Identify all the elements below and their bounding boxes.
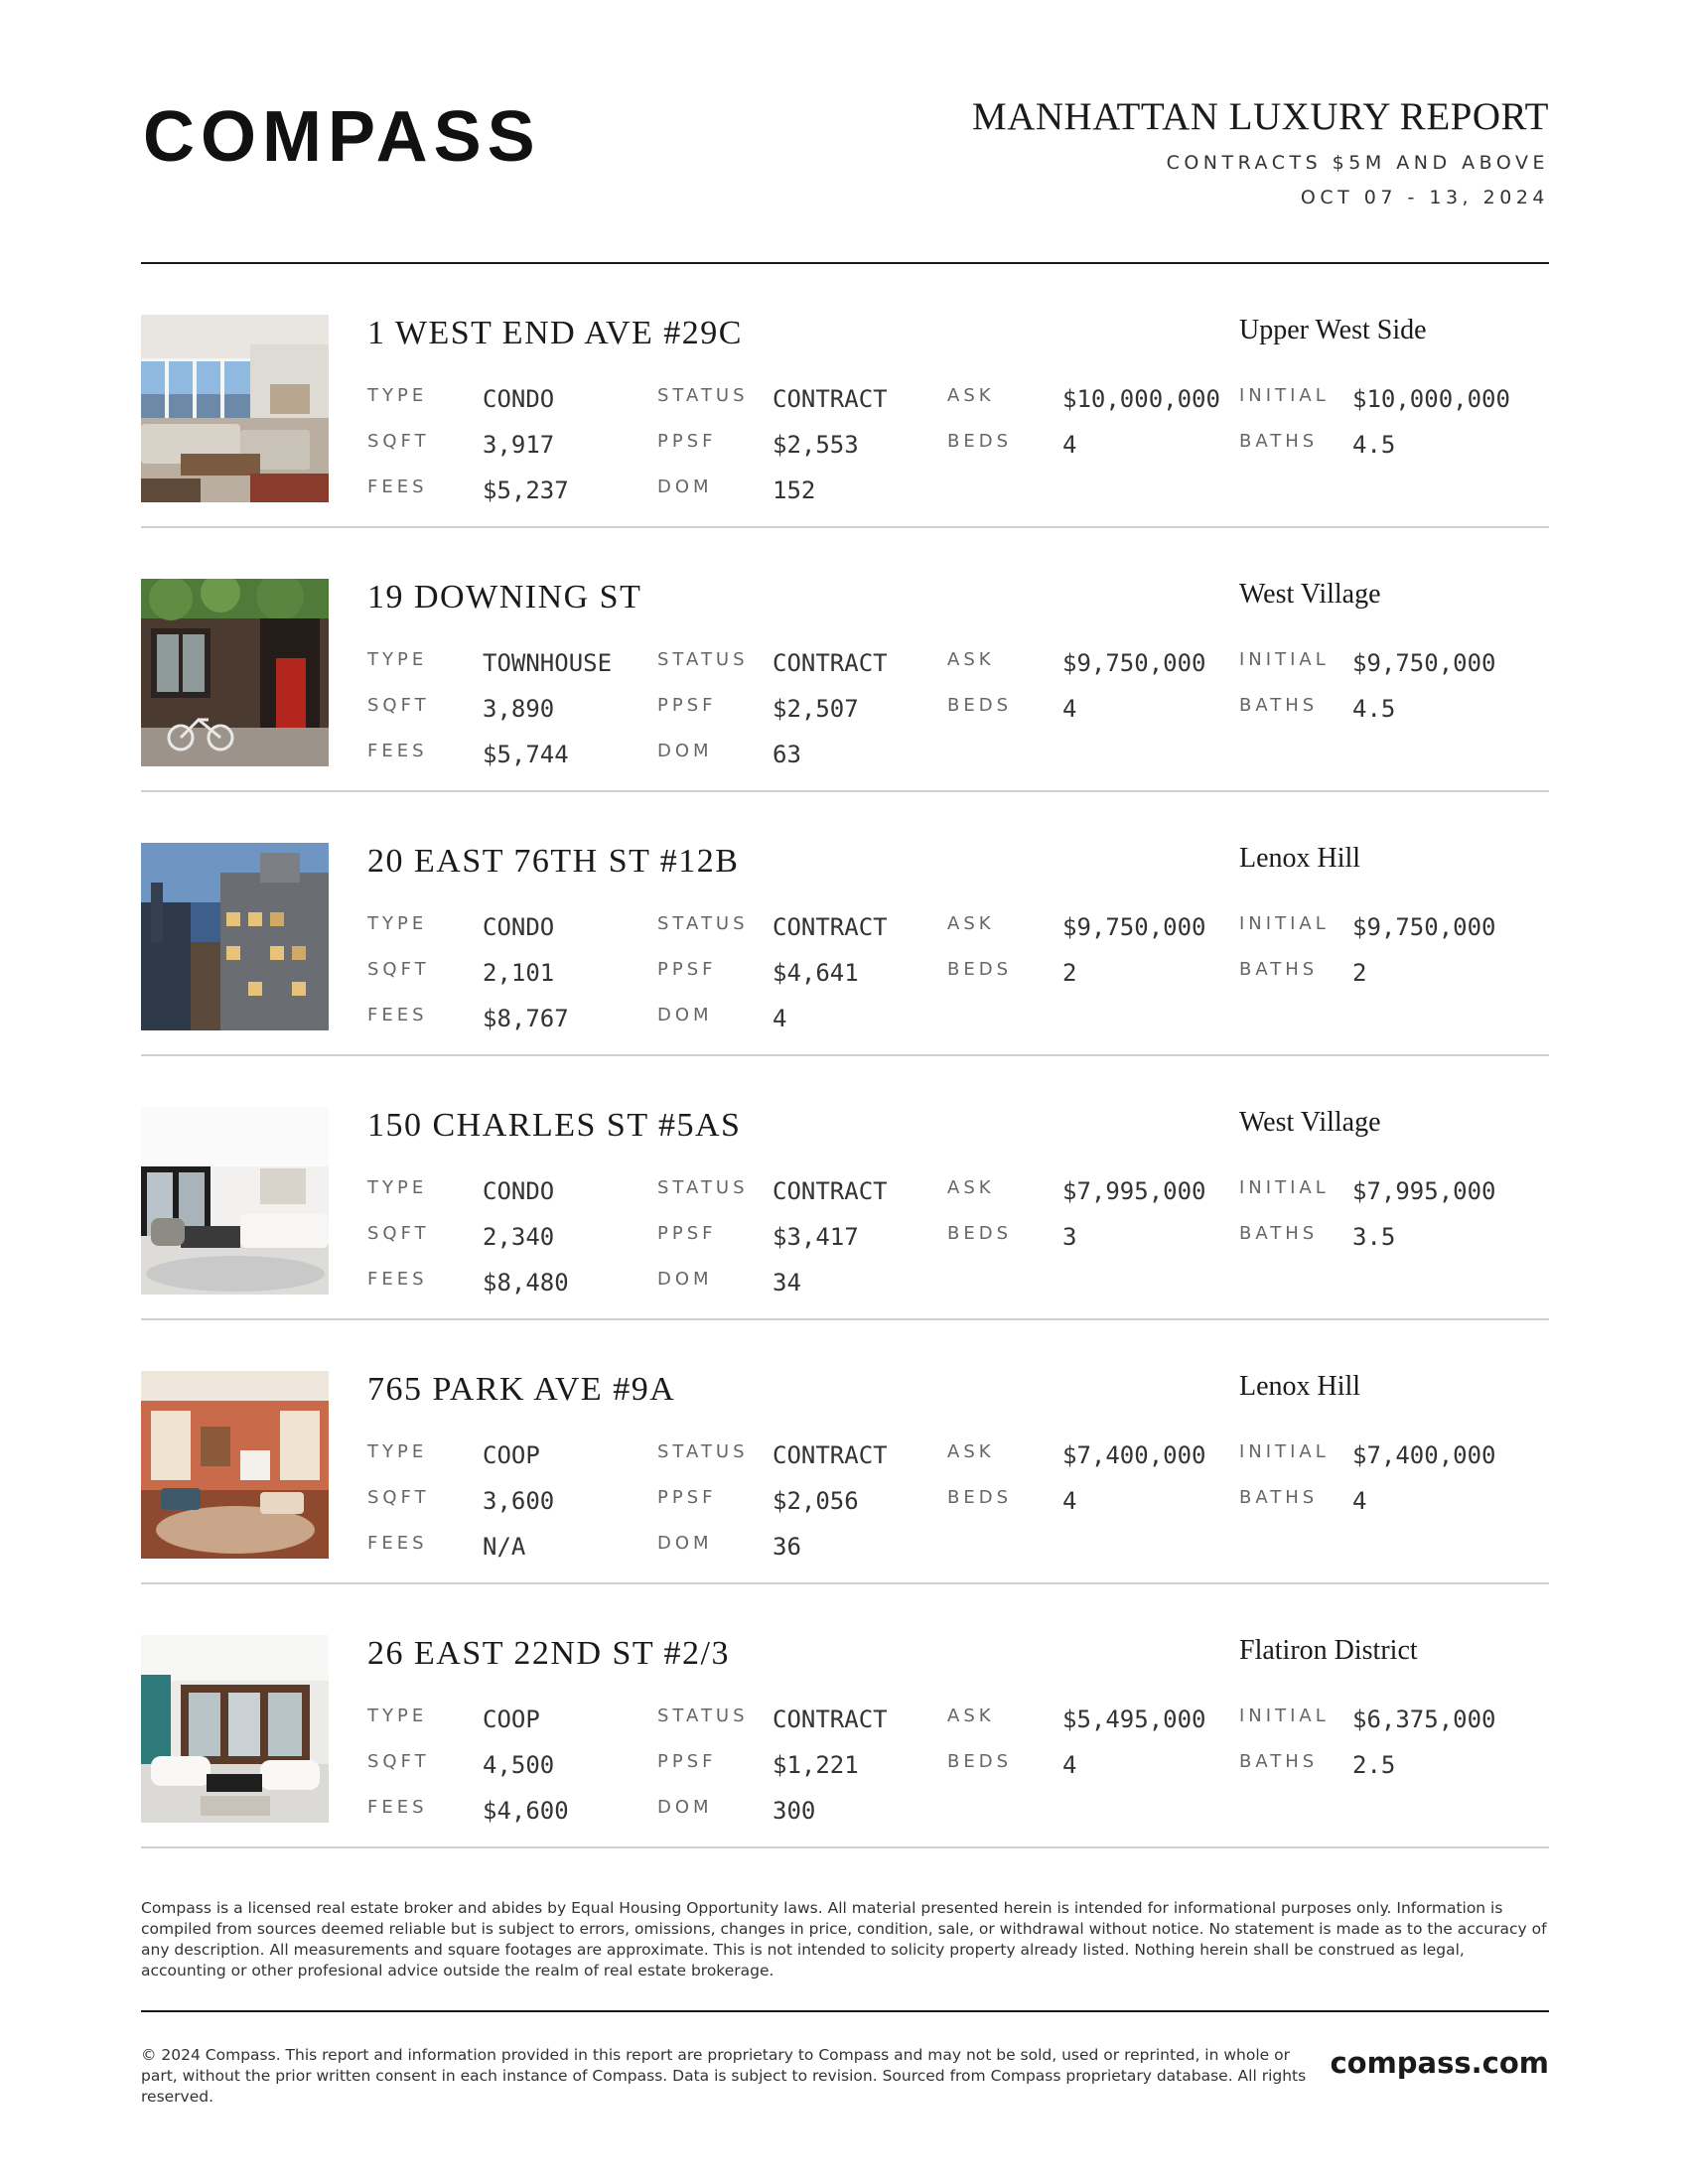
type-value: CONDO: [483, 913, 555, 941]
status-label: STATUS: [657, 913, 749, 934]
type-label: TYPE: [367, 1706, 428, 1726]
status-value: CONTRACT: [773, 385, 888, 413]
initial-label: INITIAL: [1239, 385, 1330, 406]
beds-value: 4: [1062, 1751, 1077, 1779]
dom-value: 152: [773, 477, 816, 504]
initial-value: $10,000,000: [1352, 385, 1510, 413]
baths-label: BATHS: [1239, 1751, 1319, 1772]
baths-label: BATHS: [1239, 695, 1319, 716]
ppsf-label: PPSF: [657, 431, 717, 452]
ppsf-value: $1,221: [773, 1751, 859, 1779]
baths-label: BATHS: [1239, 1487, 1319, 1508]
status-value: CONTRACT: [773, 1441, 888, 1469]
ppsf-value: $2,507: [773, 695, 859, 723]
listing-photo: [141, 579, 329, 766]
sqft-value: 2,101: [483, 959, 555, 987]
fees-label: FEES: [367, 1005, 428, 1025]
ppsf-label: PPSF: [657, 1751, 717, 1772]
white-living-room-photo: [141, 1107, 329, 1295]
sqft-value: 4,500: [483, 1751, 555, 1779]
listing-neighborhood: Flatiron District: [1239, 1635, 1418, 1666]
initial-value: $9,750,000: [1352, 649, 1496, 677]
ppsf-label: PPSF: [657, 1223, 717, 1244]
listing-photo: [141, 1635, 329, 1823]
ppsf-label: PPSF: [657, 1487, 717, 1508]
baths-label: BATHS: [1239, 1223, 1319, 1244]
listing-address: 19 DOWNING ST: [367, 579, 642, 615]
living-room-city-view-photo: [141, 315, 329, 502]
baths-value: 2.5: [1352, 1751, 1396, 1779]
listing-neighborhood: West Village: [1239, 1107, 1381, 1138]
sqft-label: SQFT: [367, 1223, 430, 1244]
listing-item: [141, 528, 1549, 792]
beds-label: BEDS: [947, 1751, 1013, 1772]
ask-label: ASK: [947, 385, 995, 406]
website-link[interactable]: compass.com: [1330, 2046, 1549, 2080]
dom-label: DOM: [657, 1533, 713, 1554]
report-header: [972, 97, 1549, 207]
initial-value: $6,375,000: [1352, 1706, 1496, 1733]
ppsf-value: $2,553: [773, 431, 859, 459]
fees-label: FEES: [367, 1797, 428, 1818]
initial-value: $7,995,000: [1352, 1177, 1496, 1205]
beds-value: 2: [1062, 959, 1077, 987]
ask-value: $7,995,000: [1062, 1177, 1206, 1205]
dom-value: 300: [773, 1797, 816, 1825]
ask-label: ASK: [947, 913, 995, 934]
ask-value: $9,750,000: [1062, 649, 1206, 677]
listing-item: [141, 1056, 1549, 1320]
building-at-dusk-photo: [141, 843, 329, 1030]
ppsf-label: PPSF: [657, 959, 717, 980]
initial-label: INITIAL: [1239, 1177, 1330, 1198]
dom-value: 63: [773, 741, 801, 768]
fees-value: $8,480: [483, 1269, 569, 1297]
status-label: STATUS: [657, 1441, 749, 1462]
beds-value: 4: [1062, 431, 1077, 459]
fees-value: $4,600: [483, 1797, 569, 1825]
beds-label: BEDS: [947, 959, 1013, 980]
townhouse-facade-photo: [141, 579, 329, 766]
dom-label: DOM: [657, 1005, 713, 1025]
dom-value: 36: [773, 1533, 801, 1561]
footer-divider: [141, 2010, 1549, 2012]
listing-neighborhood: West Village: [1239, 579, 1381, 610]
ask-label: ASK: [947, 1177, 995, 1198]
listing-item: [141, 1320, 1549, 1584]
beds-label: BEDS: [947, 1487, 1013, 1508]
type-value: TOWNHOUSE: [483, 649, 613, 677]
listing-photo: [141, 315, 329, 502]
dom-value: 34: [773, 1269, 801, 1297]
baths-value: 4: [1352, 1487, 1367, 1515]
fees-label: FEES: [367, 741, 428, 761]
listings-list: [141, 264, 1549, 1848]
type-value: CONDO: [483, 385, 555, 413]
status-value: CONTRACT: [773, 1706, 888, 1733]
beds-value: 4: [1062, 695, 1077, 723]
type-label: TYPE: [367, 1441, 428, 1462]
initial-label: INITIAL: [1239, 1441, 1330, 1462]
ask-value: $10,000,000: [1062, 385, 1220, 413]
dom-value: 4: [773, 1005, 787, 1032]
baths-label: BATHS: [1239, 959, 1319, 980]
status-value: CONTRACT: [773, 913, 888, 941]
sqft-label: SQFT: [367, 431, 430, 452]
listing-address: 1 WEST END AVE #29C: [367, 315, 743, 351]
status-label: STATUS: [657, 649, 749, 670]
report-date-range: OCT 07 - 13, 2024: [1300, 187, 1549, 208]
initial-label: INITIAL: [1239, 1706, 1330, 1726]
baths-value: 4.5: [1352, 695, 1396, 723]
fees-value: $5,744: [483, 741, 569, 768]
dom-label: DOM: [657, 741, 713, 761]
listing-photo: [141, 843, 329, 1030]
sqft-value: 3,890: [483, 695, 555, 723]
ask-label: ASK: [947, 1706, 995, 1726]
sqft-label: SQFT: [367, 1751, 430, 1772]
ppsf-value: $3,417: [773, 1223, 859, 1251]
type-value: COOP: [483, 1706, 540, 1733]
baths-value: 2: [1352, 959, 1367, 987]
beds-label: BEDS: [947, 431, 1013, 452]
report-subtitle: CONTRACTS $5M AND ABOVE: [1166, 152, 1549, 174]
listing-neighborhood: Lenox Hill: [1239, 1371, 1361, 1402]
initial-value: $7,400,000: [1352, 1441, 1496, 1469]
beds-label: BEDS: [947, 1223, 1013, 1244]
listing-item: [141, 792, 1549, 1056]
status-label: STATUS: [657, 1706, 749, 1726]
type-value: COOP: [483, 1441, 540, 1469]
initial-label: INITIAL: [1239, 649, 1330, 670]
ppsf-label: PPSF: [657, 695, 717, 716]
status-value: CONTRACT: [773, 649, 888, 677]
baths-value: 3.5: [1352, 1223, 1396, 1251]
status-label: STATUS: [657, 1177, 749, 1198]
fees-label: FEES: [367, 477, 428, 497]
ask-value: $5,495,000: [1062, 1706, 1206, 1733]
type-label: TYPE: [367, 1177, 428, 1198]
baths-label: BATHS: [1239, 431, 1319, 452]
listing-address: 26 EAST 22ND ST #2/3: [367, 1635, 731, 1672]
sqft-label: SQFT: [367, 959, 430, 980]
beds-value: 4: [1062, 1487, 1077, 1515]
classic-salon-photo: [141, 1371, 329, 1559]
loft-living-room-photo: [141, 1635, 329, 1823]
compass-logo: [143, 99, 570, 169]
beds-label: BEDS: [947, 695, 1013, 716]
listing-item: [141, 1584, 1549, 1848]
compass-logo-text: COMPASS: [143, 99, 541, 169]
legal-disclaimer: Compass is a licensed real estate broker and abides by Equal Housing Opportunity laws. All material presented herein is intended for informational purposes only. Information is compiled from sources deemed reliable but is subject to errors, omissions, changes in price, condition, sale, or withdrawal without notice. No statement is made as to the accuracy of any description. All measurements and square footages are approximate. This is not intended to solicity property already listed. Nothing herein shall be construed as legal, accounting or other profesional advice outside the realm of real estate brokerage.: [141, 1899, 1547, 1979]
dom-label: DOM: [657, 1797, 713, 1818]
dom-label: DOM: [657, 477, 713, 497]
ppsf-value: $2,056: [773, 1487, 859, 1515]
dom-label: DOM: [657, 1269, 713, 1290]
status-label: STATUS: [657, 385, 749, 406]
listing-item: [141, 264, 1549, 528]
initial-label: INITIAL: [1239, 913, 1330, 934]
fees-label: FEES: [367, 1533, 428, 1554]
sqft-value: 3,917: [483, 431, 555, 459]
beds-value: 3: [1062, 1223, 1077, 1251]
ask-label: ASK: [947, 649, 995, 670]
copyright-notice: © 2024 Compass. This report and information provided in this report are proprietary to Compass and may not be sold, used or reprinted, in whole or part, without the prior written consent in each instance of Compass. Data is subject to revision. Sourced from Compass proprietary database. All rights reserved.: [141, 2046, 1307, 2106]
ask-value: $7,400,000: [1062, 1441, 1206, 1469]
baths-value: 4.5: [1352, 431, 1396, 459]
sqft-value: 3,600: [483, 1487, 555, 1515]
listing-photo: [141, 1107, 329, 1295]
ask-label: ASK: [947, 1441, 995, 1462]
fees-value: $8,767: [483, 1005, 569, 1032]
sqft-value: 2,340: [483, 1223, 555, 1251]
report-title: MANHATTAN LUXURY REPORT: [972, 95, 1549, 138]
listing-address: 20 EAST 76TH ST #12B: [367, 843, 740, 880]
listing-address: 765 PARK AVE #9A: [367, 1371, 676, 1408]
type-value: CONDO: [483, 1177, 555, 1205]
ask-value: $9,750,000: [1062, 913, 1206, 941]
type-label: TYPE: [367, 385, 428, 406]
listing-neighborhood: Lenox Hill: [1239, 843, 1361, 874]
sqft-label: SQFT: [367, 1487, 430, 1508]
listing-neighborhood: Upper West Side: [1239, 315, 1427, 345]
status-value: CONTRACT: [773, 1177, 888, 1205]
initial-value: $9,750,000: [1352, 913, 1496, 941]
fees-label: FEES: [367, 1269, 428, 1290]
type-label: TYPE: [367, 913, 428, 934]
ppsf-value: $4,641: [773, 959, 859, 987]
listing-photo: [141, 1371, 329, 1559]
listing-address: 150 CHARLES ST #5AS: [367, 1107, 742, 1144]
sqft-label: SQFT: [367, 695, 430, 716]
fees-value: N/A: [483, 1533, 526, 1561]
fees-value: $5,237: [483, 477, 569, 504]
type-label: TYPE: [367, 649, 428, 670]
